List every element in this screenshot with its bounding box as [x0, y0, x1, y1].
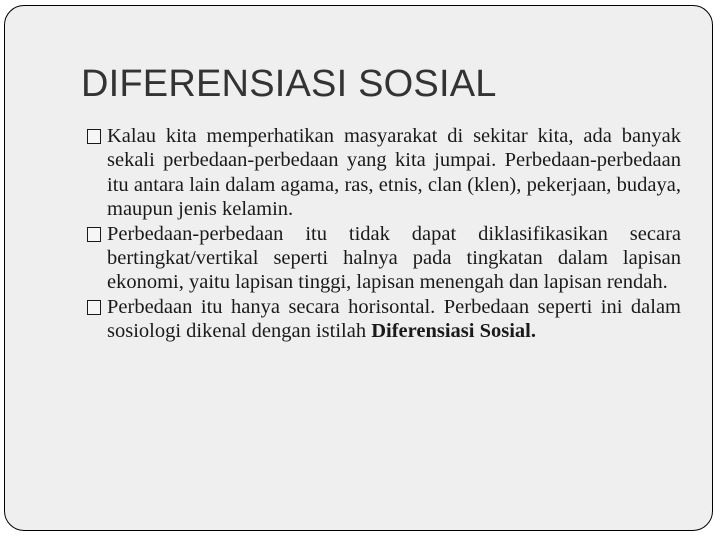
bullet-emphasis: Diferensiasi Sosial. [371, 320, 536, 343]
bullet-list [85, 124, 681, 344]
bullet-text: Perbedaan itu hanya secara horisontal. Perbedaan seperti ini dalam sosiologi dikenal dengan istilah [107, 295, 681, 343]
slide [4, 5, 713, 531]
bullet-text: Perbedaan-perbedaan itu tidak dapat diklasifikasikan secara bertingkat/vertikal seperti halnya pada tingkatan dalam lapisan ekonomi, yaitu lapisan tinggi, lapisan menengah dan lapisan rendah. [107, 222, 681, 294]
bullet-text: Kalau kita memperhatikan masyarakat di sekitar kita, ada banyak sekali perbedaan-perbedaan yang kita jumpai. Perbedaan-perbedaan itu antara lain dalam agama, ras, etnis, clan (klen), pekerjaan, budaya, maupun jenis kelamin. [107, 125, 681, 221]
checkbox-bullet-icon [87, 300, 101, 315]
slide-title: DIFERENSIASI SOSIAL [81, 63, 497, 105]
bullet-item [85, 222, 681, 295]
checkbox-bullet-icon [87, 227, 101, 242]
checkbox-bullet-icon [87, 129, 101, 144]
bullet-item [85, 295, 681, 344]
bullet-item [85, 124, 681, 222]
